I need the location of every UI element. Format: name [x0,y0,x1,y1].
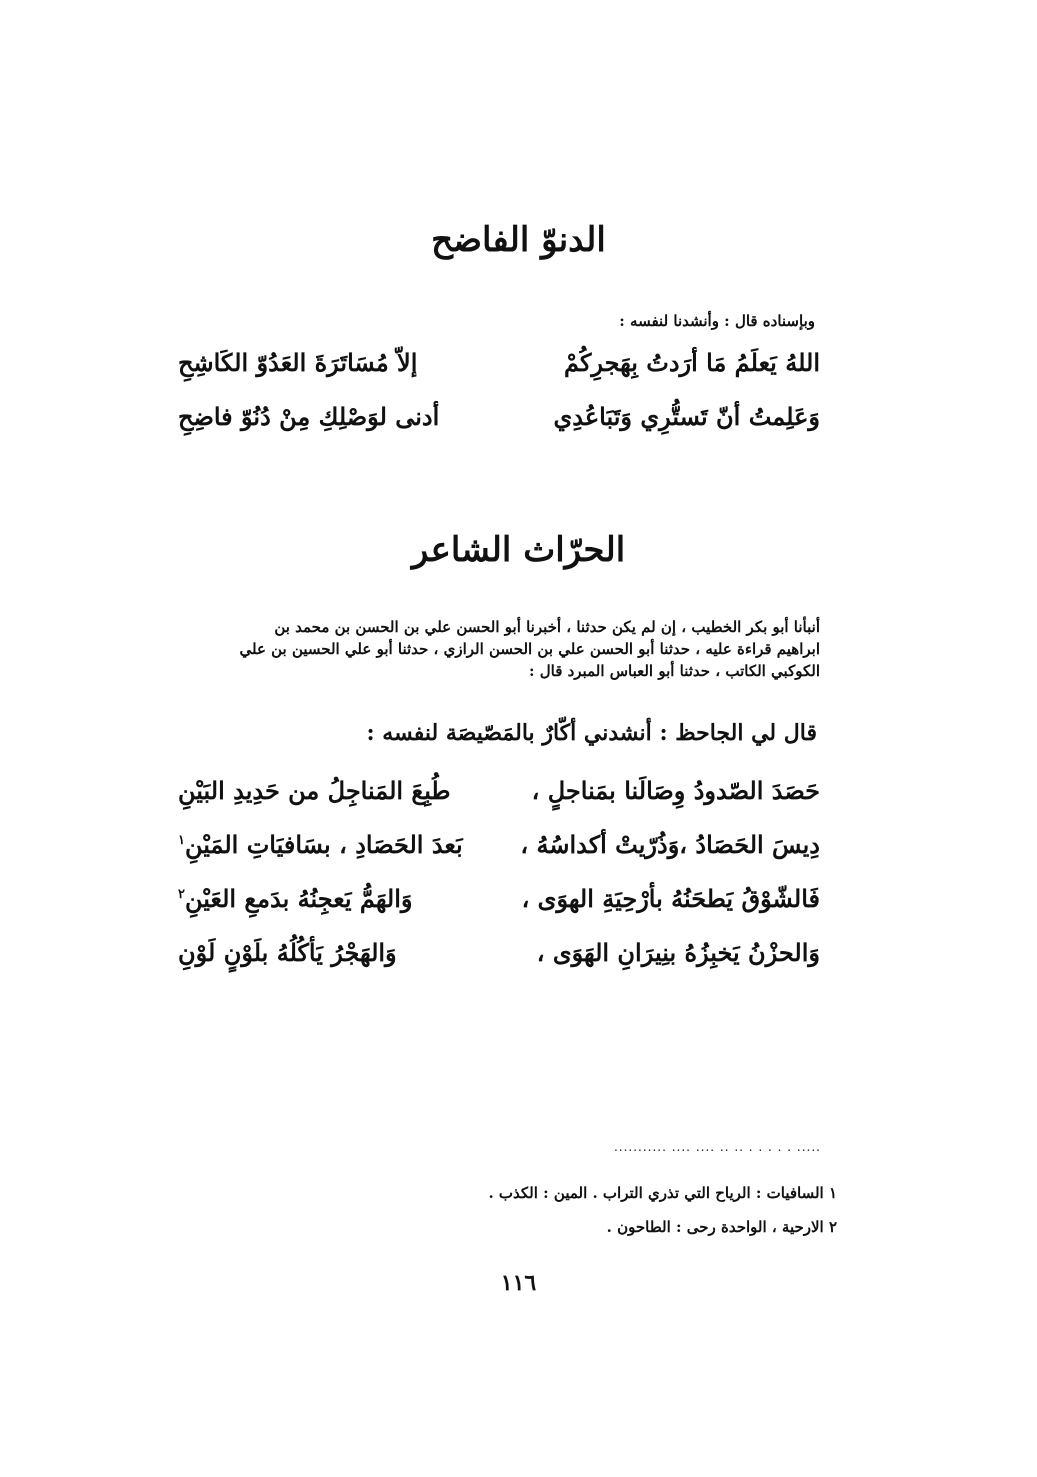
verse-line [160,938,820,982]
verse-line [160,884,820,928]
isnad-line: الكوكبي الكاتب ، حدثنا أبو العباس المبرد قال : [528,662,820,680]
verse-second-hemistich [178,884,413,913]
verse-first-hemistich: حَصَدَ الصّدودُ وِصَالَنا بمَناجلٍ ، [531,776,820,805]
footnote: ١ السافيات : الرياح التي تذري التراب . المين : الكذب . [488,1184,837,1202]
verse-first-hemistich: دِيسَ الحَصَادُ ،وَذُرّيتْ أكداسُهُ ، [520,830,820,859]
verse-second-hemistich: أدنى لوَصْلِكِ مِنْ دُنُوّ فاضِحِ [178,402,440,431]
verse-line [160,348,820,392]
footnote-marker: ٢ [178,887,185,902]
hemistich-text: وَالهَجْرُ يَأكُلُهُ بلَوْنٍ لَوْنِ [178,938,397,967]
verse-first-hemistich: وَالحزْنُ يَخبِزُهُ بنِيرَانِ الهَوَى ، [536,938,820,967]
isnad-paragraph [158,616,820,682]
verse-first-hemistich: وَعَلِمتُ أنّ تَستُّرِي وَتَبَاعُدِي [553,402,820,431]
verse-second-hemistich [178,938,397,967]
verse-line [160,776,820,820]
poem-title-1: الدنوّ الفاضح [431,220,606,260]
page-number: ١١٦ [500,1270,537,1296]
footnote: ٢ الارحية ، الواحدة رحى : الطاحون . [606,1218,837,1236]
isnad-line: ابراهيم قراءة عليه ، حدثنا أبو الحسن علي بن الحسن الرازي ، حدثنا أبو علي الحسين بن علي [239,640,820,658]
verse-second-hemistich [178,776,451,805]
verse-first-hemistich: فَالشّوْقُ يَطحَنُهُ بأرْحِيَةِ الهوَى ، [521,884,820,913]
poem-title-2: الحرّاث الشاعر [411,530,626,570]
verse-line [160,830,820,874]
poem-intro-2: قال لي الجاحظ : أنشدني أكّارٌ بالمَصّيصَة لنفسه : [366,720,817,746]
hemistich-text: وَالهَمُّ يَعجِنُهُ بدَمعِ العَيْنِ [184,884,413,913]
isnad-line: أنبأنا أبو بكر الخطيب ، إن لم يكن حدثنا ، أخبرنا أبو الحسن علي بن الحسن بن محمد بن [274,618,820,636]
poem-intro-1: وبإسناده قال : وأنشدنا لنفسه : [619,312,815,330]
verse-line [160,402,820,446]
verse-first-hemistich: اللهُ يَعلَمُ مَا أرَدتُ بِهَجرِكُمْ [564,348,820,377]
verse-second-hemistich: إلاّ مُسَاتَرَةَ العَدُوّ الكَاشِحِ [178,348,418,377]
hemistich-text: طُبِعَ المَناجِلُ من حَدِيدِ البَيْنِ [178,776,451,805]
verse-second-hemistich [178,830,463,859]
footnote-separator: ........... .... .... .. .. . . . . . ..... [613,1140,821,1154]
footnote-marker: ١ [178,833,185,848]
hemistich-text: بَعدَ الحَصَادِ ، بسَافيَاتِ المَيْنِ [184,830,463,859]
